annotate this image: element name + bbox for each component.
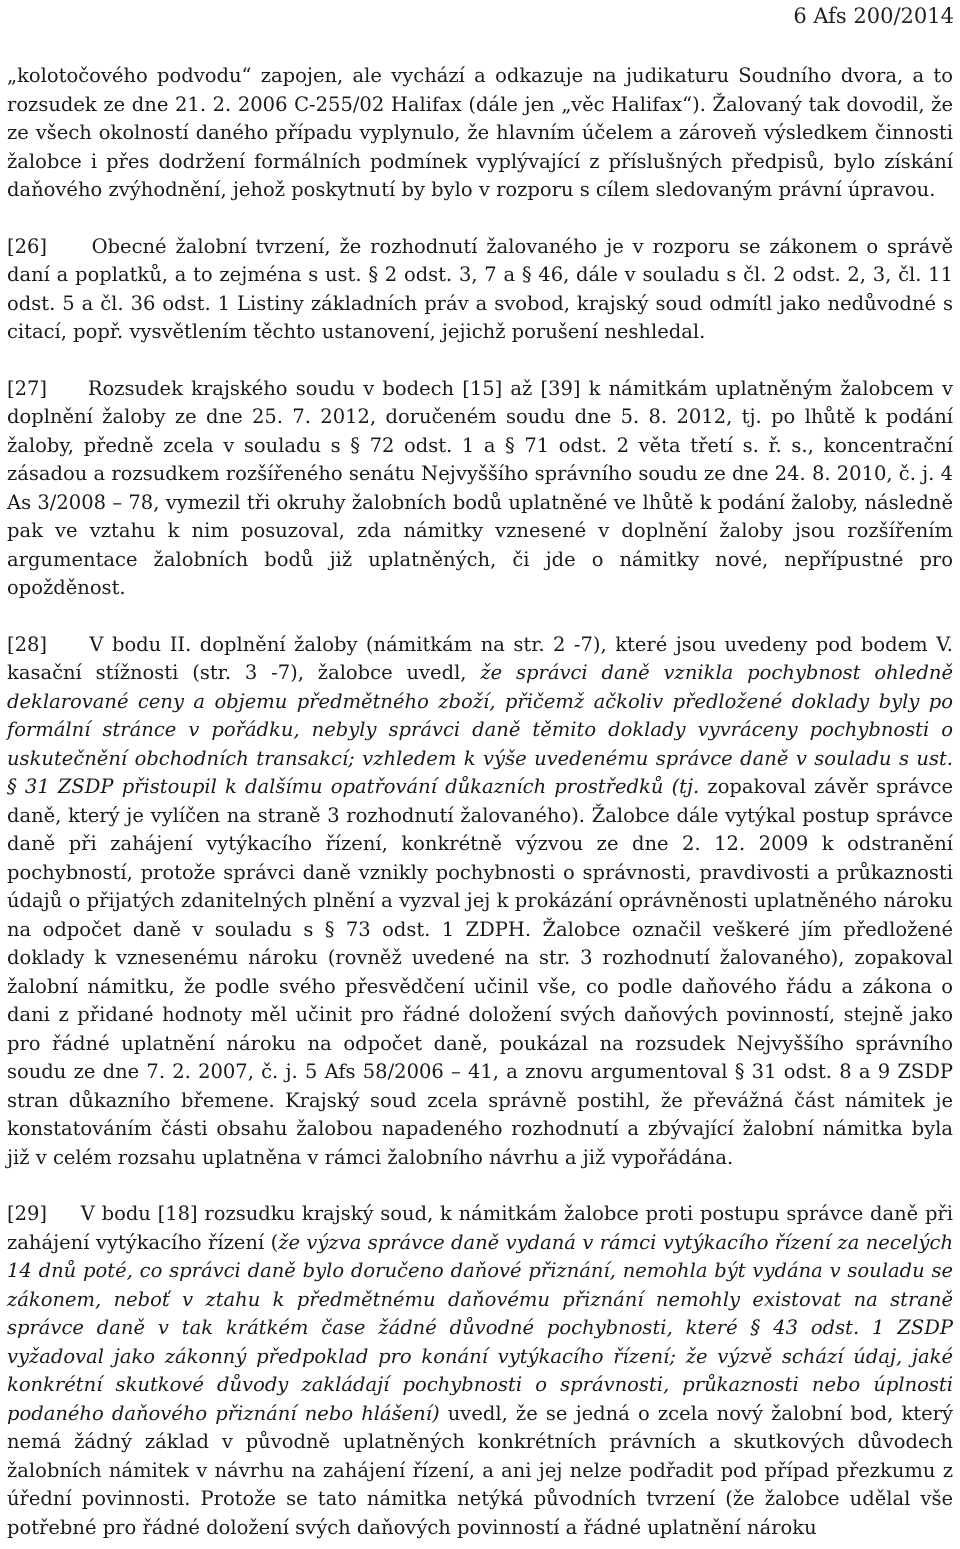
paragraph-text: zopakoval závěr správce daně, který je vylíčen na straně 3 rozhodnutí žalovaného). Žalobce dále vytýkal postup správce daně při zahájení vytýkacího řízení, konkrétně výzvou ze dne 2. 12. 2009 k odstranění pochybností, protože správci daně vznikly pochybnosti o správnosti, pravdivosti a průkaznosti údajů o přijatých zdanitelných plnění a vyzval jej k prokázání oprávněnosti uplatněného nároku na odpočet daně v souladu s § 73 odst. 1 ZDPH. Žalobce označil veškeré jím předložené doklady k vznesenému nároku (rovněž uvedené na str. 3 rozhodnutí žalovaného), zopakoval žalobní námitku, že podle svého přesvědčení učinil vše, co podle daňového řádu a zákona o dani z přidané hodnoty měl učinit pro řádné doložení svých daňových povinností, stejně jako pro řádné uplatnění nároku na odpočet daně, poukázal na rozsudek Nejvyššího správního soudu ze dne 7. 2. 2007, č. j. 5 Afs 58/2006 – 41, a znovu argumentoval § 31 odst. 8 a 9 ZSDP stran důkazního břemene. Krajský soud zcela správně postihl, že převážná část námitek je konstatováním části obsahu žalobou napadeného rozhodnutí a zbývající žalobní námitka byla již v celém rozsahu uplatněna v rámci žalobního návrhu a již vypořádána. bbox=[7, 775, 953, 1169]
paragraph-26 bbox=[7, 233, 953, 347]
paragraph-text: Obecné žalobní tvrzení, že rozhodnutí žalovaného je v rozporu se zákonem o správě daní a poplatků, a to zejména s ust. § 2 odst. 3, 7 a § 46, dále v souladu s čl. 2 odst. 2, 3, čl. 11 odst. 5 a čl. 36 odst. 1 Listiny základních práv a svobod, krajský soud odmítl jako nedůvodné s citací, popř. vysvětlením těchto ustanovení, jejichž porušení neshledal. bbox=[7, 234, 953, 343]
paragraph-text: „kolotočového podvodu“ zapojen, ale vychází a odkazuje na judikaturu Soudního dvora, a to rozsudek ze dne 21. 2. 2006 C-255/02 Halifax (dále jen „věc Halifax“). Žalovaný tak dovodil, že ze všech okolností daného případu vyplynulo, že hlavním účelem a zároveň výsledkem činnosti žalobce i přes dodržení formálních podmínek vyplývající z příslušných předpisů, bylo získání daňového zvýhodnění, jehož poskytnutí by bylo v rozporu s cílem sledovaným právní úpravou. bbox=[7, 64, 953, 201]
paragraph-number: [29] bbox=[7, 1202, 48, 1225]
paragraph-number: [26] bbox=[7, 234, 48, 258]
document-body bbox=[7, 62, 953, 1542]
case-number-header: 6 Afs 200/2014 bbox=[793, 4, 954, 28]
paragraph-27 bbox=[7, 375, 953, 603]
paragraph-text: V bodu [18] rozsudku krajský soud, k námitkám žalobce proti postupu správce daně při zahájení vytýkacího řízení ( bbox=[7, 1202, 953, 1254]
italic-quote: že správci daně vznikla pochybnost ohledně deklarované ceny a objemu předmětného zboží, přičemž ačkoliv předložené doklady byly po formální stránce v pořádku, nebyly správci daně těmito doklady vyvráceny pochybnosti o uskutečnění obchodních transakcí; vzhledem k výše uvedenému správce daně v souladu s ust. § 31 ZSDP přistoupil k dalšímu opatřování důkazních prostředků (tj. bbox=[7, 661, 953, 798]
paragraph-text: V bodu II. doplnění žaloby (námitkám na str. 2 -7), které jsou uvedeny pod bodem V. kasační stížnosti (str. 3 -7), žalobce uvedl, bbox=[7, 632, 953, 684]
paragraph-continued bbox=[7, 62, 953, 205]
paragraph-text: Rozsudek krajského soudu v bodech [15] až [39] k námitkám uplatněným žalobcem v doplnění žaloby ze dne 25. 7. 2012, doručeném soudu dne 5. 8. 2012, tj. po lhůtě k podání žaloby, předně zcela v souladu s § 72 odst. 1 a § 71 odst. 2 věta třetí s. ř. s., koncentrační zásadou a rozsudkem rozšířeného senátu Nejvyššího správního soudu ze dne 24. 8. 2010, č. j. 4 As 3/2008 – 78, vymezil tři okruhy žalobních bodů uplatněné ve lhůtě k podání žaloby, následně pak ve vztahu k nim posuzoval, zda námitky vznesené v doplnění žaloby jsou rozšířením argumentace žalobních bodů již uplatněných, či jde o námitky nové, nepřípustné pro opožděnost. bbox=[7, 376, 953, 599]
paragraph-number: [28] bbox=[7, 632, 48, 656]
italic-quote: že výzva správce daně vydaná v rámci vytýkacího řízení za necelých 14 dnů poté, co správci daně bylo doručeno daňové přiznání, nemohla být vydána v souladu se zákonem, neboť v ztahu k předmětnému daňovému přiznání nemohly existovat na straně správce daně v tak krátkém čase žádné důvodné pochybnosti, které § 43 odst. 1 ZSDP vyžadoval jako zákonný předpoklad pro konání vytýkacího řízení; že výzvě schází údaj, jaké konkrétní skutkové důvody zakládají pochybnosti o správnosti, průkaznosti nebo úplnosti podaného daňového přiznání nebo hlášení) bbox=[7, 1230, 954, 1425]
paragraph-29 bbox=[7, 1200, 953, 1542]
paragraph-number: [27] bbox=[7, 376, 48, 400]
paragraph-28 bbox=[7, 631, 953, 1173]
paragraph-text: uvedl, že se jedná o zcela nový žalobní bod, který nemá žádný základ v původně uplatněných konkrétních právních a skutkových důvodech žalobních námitek v návrhu na zahájení řízení, a ani jej nelze podřadit pod případ přezkumu z úřední povinnosti. Protože se tato námitka netýká původních tvrzení (že žalobce udělal vše potřebné pro řádné doložení svých daňových povinností a řádné uplatnění nároku bbox=[7, 1401, 954, 1539]
